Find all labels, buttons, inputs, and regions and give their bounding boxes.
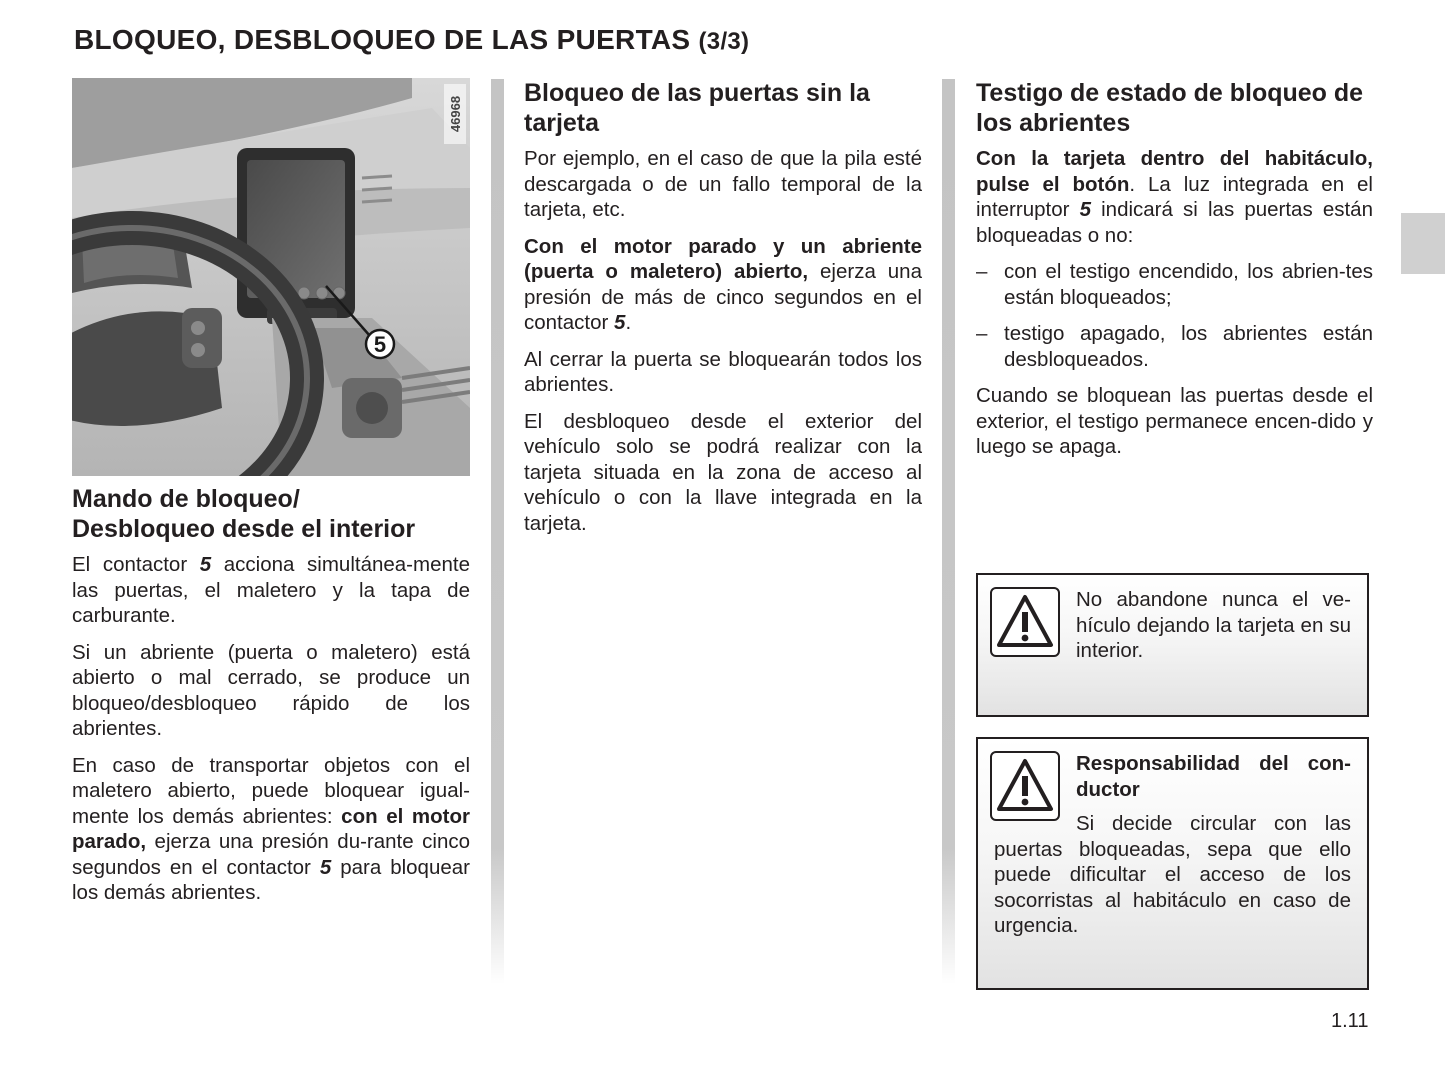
- status-list: [976, 259, 1373, 372]
- warning-text: No abandone nunca el ve-hículo dejando la tarjeta en su interior.: [1076, 588, 1351, 662]
- chapter-tab: [1401, 213, 1445, 274]
- warning-title: Responsabilidad del con-ductor: [1076, 752, 1351, 801]
- paragraph: Con el motor parado y un abriente (puerta o maletero) abierto, ejerza una presión de más de cinco segundos en el contactor 5.: [524, 234, 922, 334]
- section-heading-indicator: Testigo de estado de bloqueo de los abrientes: [976, 79, 1364, 137]
- paragraph: Si un abriente (puerta o maletero) está abierto o mal cerrado, se produce un bloqueo/desbloqueo rápido de los abrientes.: [72, 640, 470, 740]
- dashboard-illustration: [72, 78, 470, 476]
- dashboard-drawing: [72, 78, 470, 476]
- column-lock-indicator: [976, 78, 1373, 471]
- warning-box-driver: [976, 737, 1369, 990]
- section-heading-no-card: Bloqueo de las puertas sin la tarjeta: [524, 79, 870, 137]
- paragraph: En caso de transportar objetos con el maletero abierto, puede bloquear igual-mente los demás abrientes: con el motor parado, ejerza una presión du-rante cinco segundos en el contactor 5 para bloquear los demás abrientes.: [72, 753, 470, 904]
- column-separator: [491, 79, 504, 984]
- list-item: – testigo apagado, los abrientes están desbloqueados.: [976, 322, 1373, 371]
- warning-text: Si decide circular con las puertas bloqueadas, sepa que ello puede dificultar el acceso de los socorristas al habitáculo en caso de urgencia.: [994, 812, 1351, 937]
- paragraph: Por ejemplo, en el caso de que la pila esté descargada o de un fallo temporal de la tarjeta, etc.: [524, 147, 922, 221]
- page-title: BLOQUEO, DESBLOQUEO DE LAS PUERTAS (3/3): [74, 24, 750, 55]
- paragraph: Cuando se bloquean las puertas desde el exterior, el testigo permanece encen-dido y luego se apaga.: [976, 384, 1373, 458]
- column-interior-lock: [72, 78, 470, 917]
- paragraph: Al cerrar la puerta se bloquearán todos los abrientes.: [524, 347, 922, 396]
- callout-label: 5: [373, 332, 387, 357]
- figure-code: 46968: [448, 95, 463, 133]
- paragraph: Con la tarjeta dentro del habitáculo, pulse el botón. La luz integrada en el interruptor 5 indicará si las puertas están bloqueadas o no:: [976, 147, 1373, 247]
- page-part-indicator: (3/3): [698, 28, 750, 55]
- paragraph: El desbloqueo desde el exterior del vehículo solo se podrá realizar con la tarjeta situada en la zona de acceso al vehículo o con la llave integrada en la tarjeta.: [524, 409, 922, 535]
- page-number: 1.11: [1331, 1010, 1369, 1032]
- section-heading-interior: Mando de bloqueo/ Desbloqueo desde el interior: [72, 485, 416, 543]
- paragraph: El contactor 5 acciona simultánea-mente las puertas, el maletero y la tapa de carburante.: [72, 553, 470, 627]
- column-separator: [942, 79, 955, 984]
- list-item: – con el testigo encendido, los abrien-tes están bloqueados;: [976, 260, 1373, 309]
- warning-box-card: [976, 573, 1369, 717]
- column-no-card: [524, 78, 922, 547]
